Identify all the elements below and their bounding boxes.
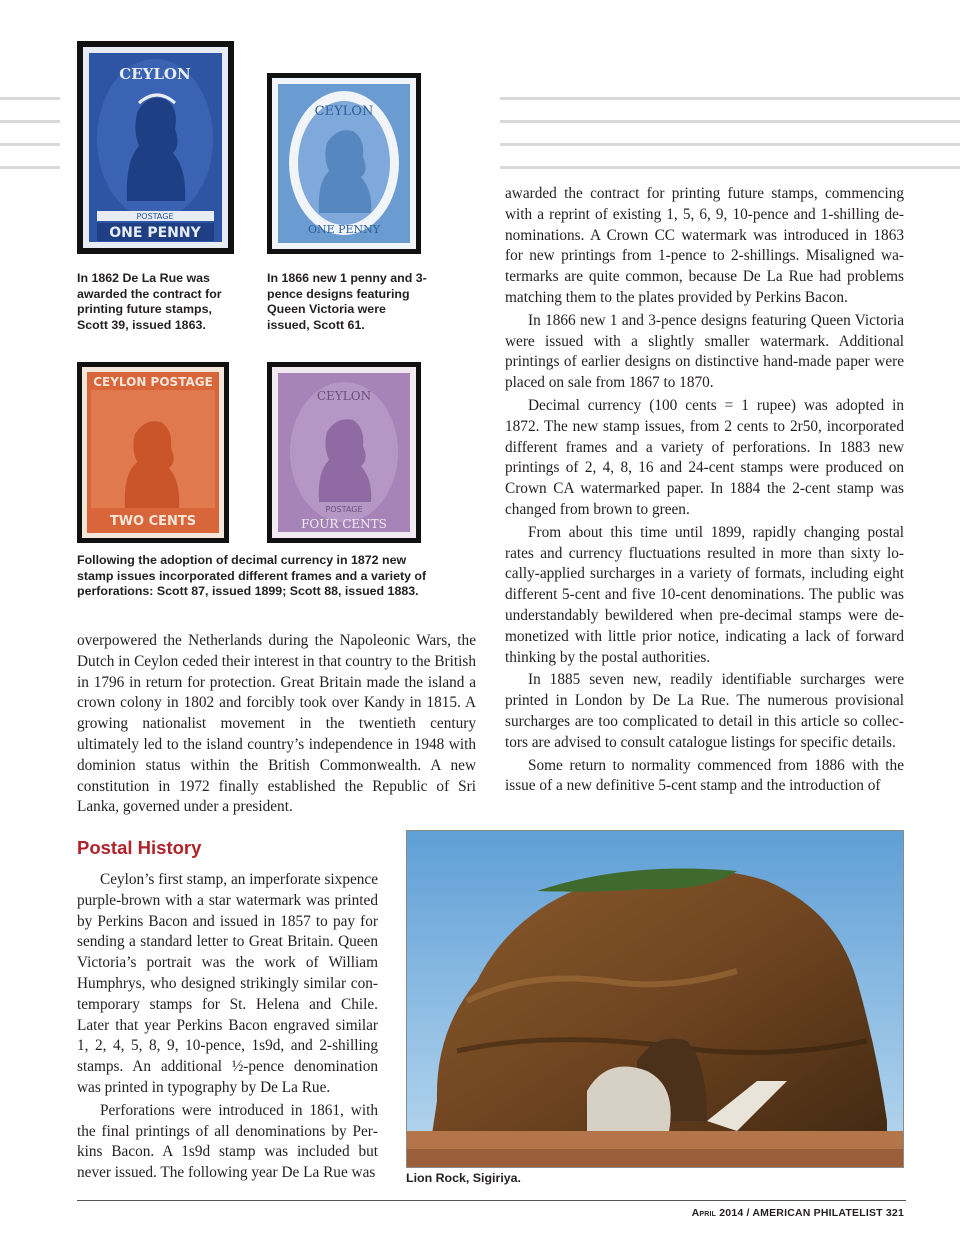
caption-stamps-scott-87-88: Following the adoption of decimal currency in 1872 new stamp issues incorporated different frames and a variety of perforations: Scott 87, issued 1899; Scott 88, issued 1883. — [77, 553, 427, 599]
paragraph-perforations: Perforations were introduced in 1861, with the final printings of all denominations by Perkins Bacon. A 1s9d stamp was included but never issued. The following year De La Rue was — [77, 1101, 378, 1182]
footer-month: April — [691, 1207, 717, 1219]
paragraph-normality-1886: Some return to normality commenced from 1886 with the issue of a new definitive 5-cent stamp and the introduction of — [505, 756, 904, 795]
page-footer — [692, 1207, 904, 1219]
footer-publication: 2014 / AMERICAN PHILATELIST 321 — [716, 1207, 904, 1219]
footer-rule — [77, 1200, 906, 1201]
stamp-image-four-cents — [267, 362, 421, 543]
stamp1-value-text: ONE PENNY — [109, 225, 201, 241]
stamp4-small-text: POSTAGE — [325, 505, 363, 514]
photo-lion-rock-sigiriya — [406, 830, 904, 1168]
paragraph-intro: overpowered the Netherlands during the Napoleonic Wars, the Dutch in Ceylon ceded their interest in that country to the British in 1796 in return for protection. Great Britain made the island a crown colony in 1802 and forcibly took over Kandy in 1815. A growing nationalist movement in the twentieth century ultimately led to the island country’s independence in 1948 with dominion status within the British Commonwealth. A new constitution in 1972 finally established the Republic of Sri Lanka, governed under a president. — [77, 632, 476, 816]
paragraph-surcharges: From about this time until 1899, rapidly changing postal rates and currency fluctuations resulted in more than sixty locally-applied surcharges in a variety of formats, including eight different 5-cent and five 10-cent denominations. The public was understandably bewildered when pre-decimal stamps were demonetized with little prior notice, indicating a lack of forward thinking by the postal authorities. — [505, 523, 904, 666]
stamp4-value-text: FOUR CENTS — [301, 517, 387, 531]
stamp4-top-text: CEYLON — [316, 389, 372, 403]
stamp1-top-text: CEYLON — [119, 65, 191, 83]
stamp2-value-text: ONE PENNY — [307, 223, 381, 236]
stamp-image-one-penny-1863 — [77, 41, 234, 254]
left-column-postal-history — [77, 870, 378, 1184]
stamp3-top-text: CEYLON POSTAGE — [93, 375, 213, 389]
paragraph-de-la-rue-contract: awarded the contract for printing future stamps, commencing with a reprint of existing 1, 5, 6, 9, 10-pence and 1-shilling denominations. A Crown CC watermark was introduced in 1863 for new printings from 1-pence to 2-shillings. Misaligned watermarks are quite common, because De La Rue had problems matching them to the plates provided by Perkins Bacon. — [505, 185, 904, 306]
stamp-image-one-penny-1866 — [267, 73, 421, 254]
caption-stamp-scott-39: In 1862 De La Rue was awarded the contract for printing future stamps, Scott 39, issued 1863. — [77, 271, 222, 332]
stamp1-small-text: POSTAGE — [136, 212, 174, 221]
paragraph-first-stamp: Ceylon’s first stamp, an imperforate sixpence purple-brown with a star watermark was printed by Perkins Bacon and issued in 1857 to pay for sending a standard letter to Great Britain. Queen Victoria’s portrait was the work of William Humphrys, who designed strikingly similar contemporary stamps for St. Helena and Chile. Later that year Perkins Bacon engraved similar 1, 2, 4, 5, 8, 9, 10-pence, 1s9d, and 2-shilling stamps. An additional ½-pence denomination was printed in typography by De La Rue. — [77, 871, 378, 1096]
paragraph-1866-designs: In 1866 new 1 and 3-pence designs featuring Queen Victoria were issued with a slightly smaller watermark. Additional printings of earlier designs on distinctive hand-made paper were placed on sale from 1867 to 1870. — [505, 311, 904, 392]
stamp-image-two-cents — [77, 362, 229, 543]
paragraph-1885-surcharges: In 1885 seven new, readily identifiable surcharges were printed in London by De La Rue. The numerous provisional surcharges are too complicated to detail in this article so collectors are advised to consult catalogue listings for specific details. — [505, 671, 904, 751]
stamp2-top-text: CEYLON — [314, 104, 374, 119]
paragraph-decimal-currency: Decimal currency (100 cents = 1 rupee) was adopted in 1872. The new stamp issues, from 2 cents to 2r50, incorporated different frames and a variety of perforations. In 1883 new printings of 2, 4, 8, 16 and 24-cent stamps were produced on Crown CA watermarked paper. In 1884 the 2-cent stamp was changed from brown to green. — [505, 396, 904, 518]
caption-photo-lion-rock: Lion Rock, Sigiriya. — [406, 1171, 521, 1185]
right-column-text — [505, 184, 904, 797]
stamp3-value-text: TWO CENTS — [109, 514, 197, 529]
section-heading-postal-history: Postal History — [77, 837, 202, 858]
caption-stamp-scott-61: In 1866 new 1 penny and 3-pence designs featuring Queen Victoria were issued, Scott 61. — [267, 271, 427, 332]
left-column-intro — [77, 631, 476, 818]
